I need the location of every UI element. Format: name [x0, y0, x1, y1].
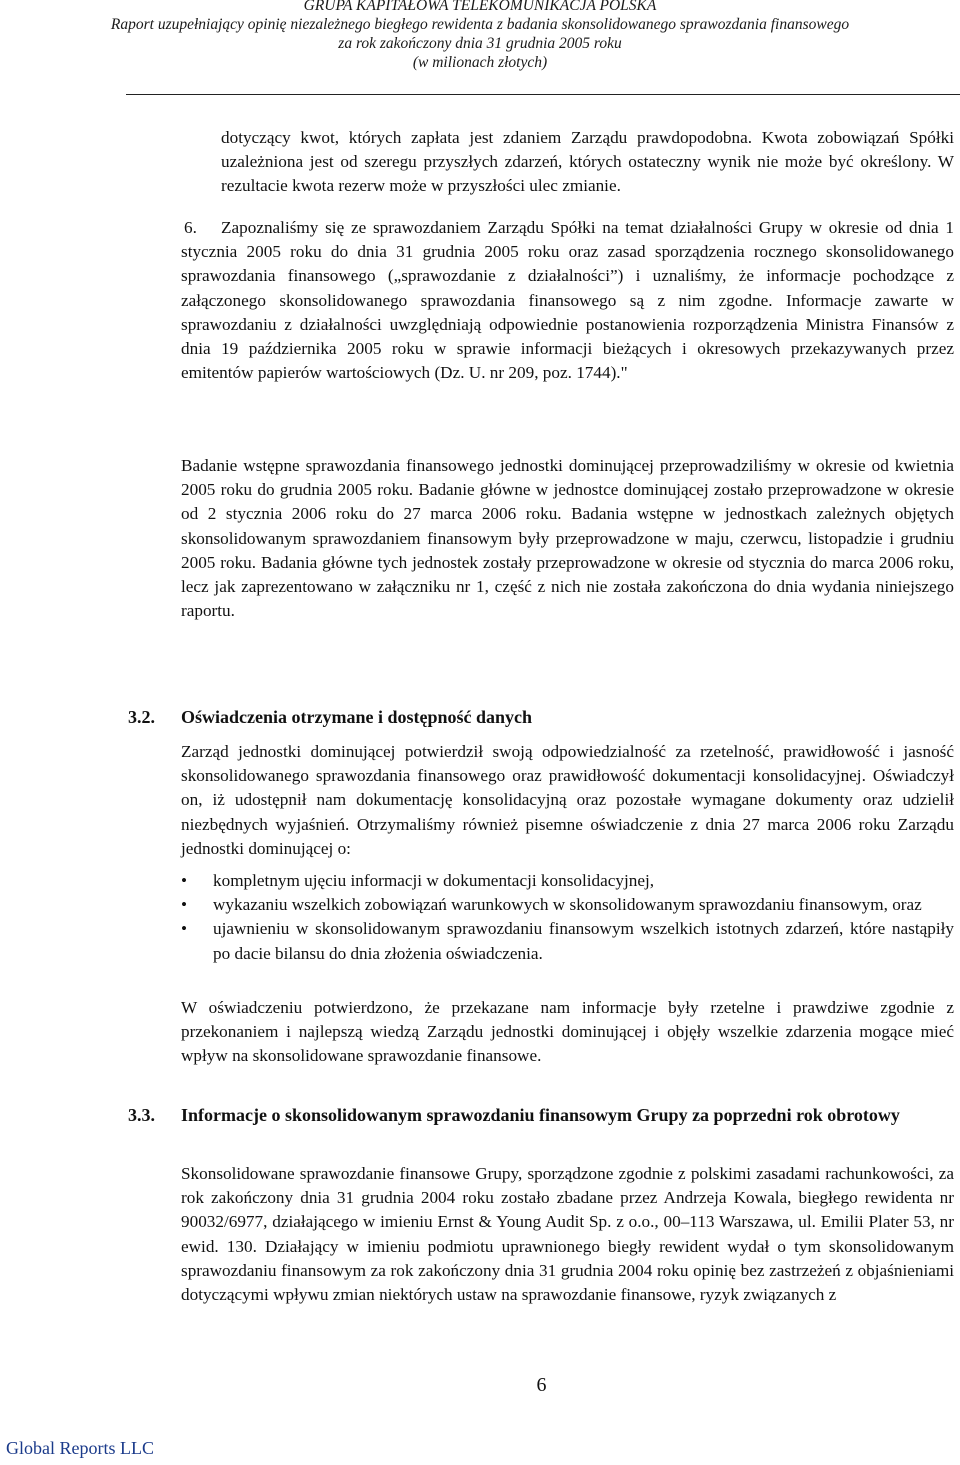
paragraph-confirmation: W oświadczeniu potwierdzono, że przekazane nam informacje były rzetelne i prawdziwe zgodnie z przekonaniem i najlepszą wiedzą Zarządu jednostki dominującej i objęły wszelkie zdarzenia mogące mieć wpływ na skonsolidowane sprawozdanie finansowe.: [181, 998, 954, 1066]
header-period: za rok zakończony dnia 31 grudnia 2005 roku: [338, 35, 622, 52]
representations-list: [181, 869, 954, 966]
list-item: • kompletnym ujęciu informacji w dokumentacji konsolidacyjnej,: [181, 869, 954, 893]
footer-brand: Global Reports LLC: [6, 1438, 154, 1458]
list-item-number: 6.: [184, 218, 197, 237]
section-title: Oświadczenia otrzymane i dostępność danych: [181, 707, 532, 727]
list-item: • ujawnieniu w skonsolidowanym sprawozdaniu finansowym wszelkich istotnych zdarzeń, które nastąpiły po dacie bilansu do dnia złożenia oświadczenia.: [181, 919, 954, 963]
header-divider: [126, 94, 960, 95]
paragraph-representations: Zarząd jednostki dominującej potwierdził swoją odpowiedzialność za rzetelność, prawidłowość i jasność skonsolidowanego sprawozdania finansowego oraz prawidłowość dokumentacji konsolidacyjnej. Oświadczył on, iż udostępnił nam dokumentację konsolidacyjną oraz pozostałe wymagane dokumenty oraz udzielił niezbędnych wyjaśnień. Otrzymaliśmy również pisemne oświadczenie z dnia 27 marca 2006 roku Zarządu jednostki dominującej o:: [181, 742, 954, 858]
page-number: 6: [536, 1374, 547, 1396]
section-number: 3.2.: [128, 707, 155, 727]
header-report-title: Raport uzupełniający opinię niezależnego biegłego rewidenta z badania skonsolidowanego sprawozdania finansowego: [110, 16, 850, 33]
paragraph-prior-year: Skonsolidowane sprawozdanie finansowe Grupy, sporządzone zgodnie z polskimi zasadami rachunkowości, za rok zakończony dnia 31 grudnia 2004 roku zostało zbadane przez Andrzeja Kowala, biegłego rewidenta nr 90032/6977, działającego w imieniu Ernst & Young Audit Sp. z o.o., 00–113 Warszawa, ul. Emilii Plater 53, nr ewid. 130. Działający w imieniu podmiotu uprawnionego biegły rewident wydał o tym skonsolidowanym sprawozdaniu finansowym za rok zakończony dnia 31 grudnia 2004 roku opinię bez zastrzeżeń z objaśnieniami dotyczącymi wpływu zmian niektórych ustaw na sprawozdanie finansowe, ryzyk związanych z: [181, 1164, 954, 1305]
bullet-icon: •: [181, 895, 188, 915]
page-header: [0, 0, 960, 72]
paragraph-continuation: dotyczący kwot, których zapłata jest zdaniem Zarządu prawdopodobna. Kwota zobowiązań Spółki uzależniona jest od szeregu przyszłych zdarzeń, których ostateczny wynik nie może być określony. W rezultacie kwota rezerw może w przyszłości ulec zmianie.: [221, 128, 954, 196]
section-title: Informacje o skonsolidowanym sprawozdaniu finansowym Grupy za poprzedni rok obrotowy: [181, 1105, 900, 1125]
item-6-paragraph: Zapoznaliśmy się ze sprawozdaniem Zarządu Spółki na temat działalności Grupy w okresie od dnia 1 stycznia 2005 roku do dnia 31 grudnia 2005 roku oraz zasad sporządzenia rocznego skonsolidowanego sprawozdania finansowego („sprawozdanie z działalności”) i uznaliśmy, że informacje pochodzące z załączonego skonsolidowanego sprawozdania finansowego są z nim zgodne. Informacje zawarte w sprawozdaniu z działalności uwzględniają odpowiednie postanowienia rozporządzenia Ministra Finansów z dnia 19 października 2005 roku w sprawie informacji bieżących i okresowych przekazywanych przez emitentów papierów wartościowych (Dz. U. nr 209, poz. 1744).": [181, 218, 954, 383]
header-company: GRUPA KAPITAŁOWA TELEKOMUNIKACJA POLSKA: [303, 0, 657, 14]
header-units: (w milionach złotych): [412, 54, 548, 71]
bullet-icon: •: [181, 871, 188, 890]
paragraph-audit-timing: Badanie wstępne sprawozdania finansowego jednostki dominującej przeprowadziliśmy w okresie od kwietnia 2005 roku do grudnia 2005 roku. Badanie główne w jednostce dominującej zostało przeprowadzone w okresie od 2 stycznia 2006 roku do 27 marca 2006 roku. Badania wstępne w jednostkach zależnych objętych skonsolidowanym sprawozdaniem finansowym były przeprowadzone w maju, czerwcu, listopadzie i grudniu 2005 roku. Badania główne tych jednostek zostały przeprowadzone w okresie od stycznia do marca 2006 roku, lecz jak zaprezentowano w załączniku nr 1, część z nich nie została zakończona do dnia wydania niniejszego raportu.: [181, 456, 954, 621]
bullet-icon: •: [181, 919, 188, 939]
list-item: • wykazaniu wszelkich zobowiązań warunkowych w skonsolidowanym sprawozdaniu finansowym, oraz: [181, 893, 954, 917]
section-number: 3.3.: [128, 1105, 155, 1125]
